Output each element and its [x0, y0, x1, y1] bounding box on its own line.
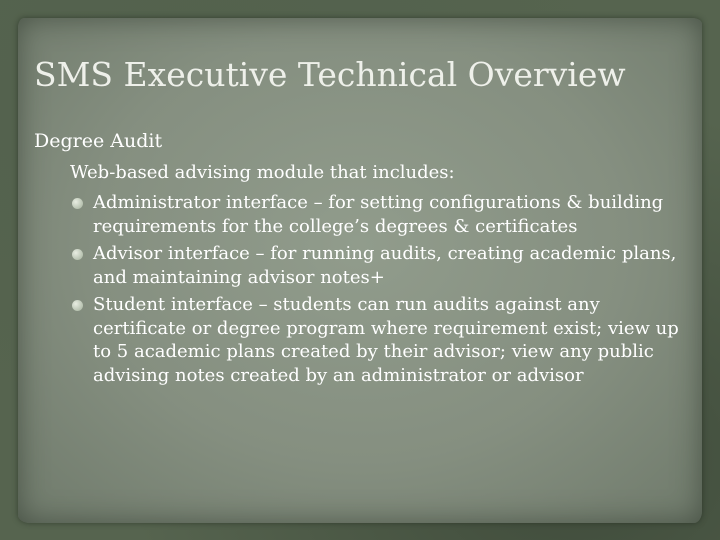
bullet-text: Advisor interface – for running audits, creating academic plans, and maintaining advisor notes+ [93, 243, 677, 288]
intro-text: Web-based advising module that includes: [70, 162, 455, 183]
bullet-text: Administrator interface – for setting configurations & building requirements for the college’s degrees & certificates [93, 192, 664, 237]
circle-bullet-icon [72, 249, 83, 260]
bullet-text: Student interface – students can run audits against any certificate or degree program where requirement exist; view up to 5 academic plans created by their advisor; view any public advising notes created by an administrator or advisor [93, 294, 679, 386]
slide-title: SMS Executive Technical Overview [34, 55, 626, 94]
bullet-list [72, 191, 692, 391]
circle-bullet-icon [72, 300, 83, 311]
bullet-item-advisor [72, 242, 692, 289]
circle-bullet-icon [72, 198, 83, 209]
bullet-item-student [72, 293, 692, 387]
section-heading: Degree Audit [34, 130, 163, 152]
bullet-item-administrator [72, 191, 692, 238]
